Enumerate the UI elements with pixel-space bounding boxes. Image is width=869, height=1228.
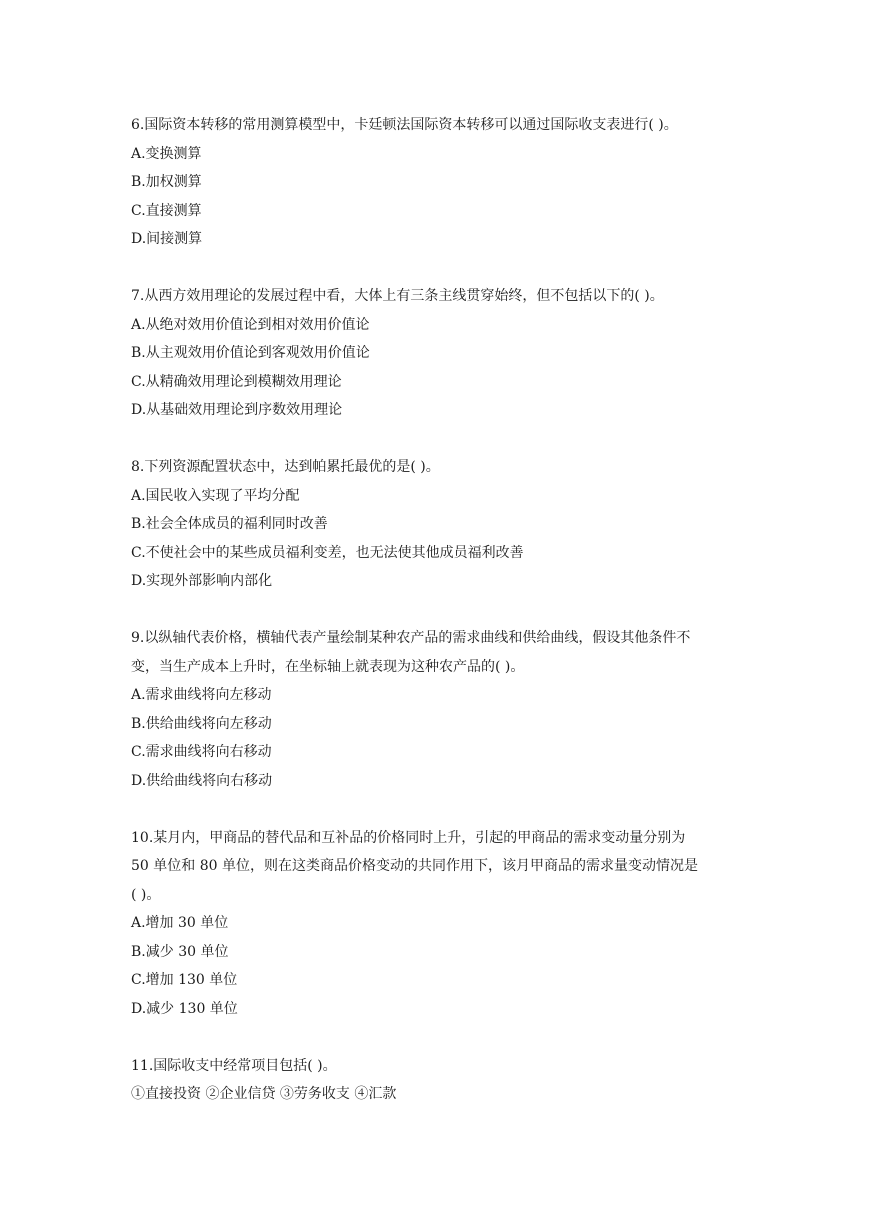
option-c: C.需求曲线将向右移动 bbox=[131, 744, 272, 760]
option-list: ①直接投资 ②企业信贷 ③劳务收支 ④汇款 bbox=[131, 1086, 397, 1102]
question-stem-line-2: 50 单位和 80 单位，则在这类商品价格变动的共同作用下，该月甲商品的需求量变动情况是 bbox=[131, 858, 698, 874]
option-c: C.不使社会中的某些成员福利变差，也无法使其他成员福利改善 bbox=[131, 544, 524, 561]
option-b: B.供给曲线将向左移动 bbox=[131, 715, 272, 732]
question-6 bbox=[131, 111, 743, 254]
question-stem-line-1: 10.某月内，甲商品的替代品和互补品的价格同时上升，引起的甲商品的需求变动量分别为 bbox=[131, 829, 686, 846]
question-stem: 8.下列资源配置状态中，达到帕累托最优的是( )。 bbox=[131, 459, 440, 475]
option-a: A.需求曲线将向左移动 bbox=[131, 687, 272, 703]
question-stem-line-3: ( )。 bbox=[131, 886, 161, 903]
question-10 bbox=[131, 824, 743, 1024]
option-a: A.从绝对效用价值论到相对效用价值论 bbox=[131, 316, 370, 333]
option-b: B.减少 30 单位 bbox=[131, 943, 229, 960]
spacer bbox=[131, 254, 743, 283]
question-8 bbox=[131, 453, 743, 596]
option-d: D.从基础效用理论到序数效用理论 bbox=[131, 402, 343, 418]
option-a: A.国民收入实现了平均分配 bbox=[131, 487, 300, 504]
question-stem: 11.国际收支中经常项目包括( )。 bbox=[131, 1057, 337, 1074]
option-a: A.增加 30 单位 bbox=[131, 915, 229, 931]
option-b: B.社会全体成员的福利同时改善 bbox=[131, 516, 328, 532]
question-stem: 6.国际资本转移的常用测算模型中，卡廷顿法国际资本转移可以通过国际收支表进行( )。 bbox=[131, 117, 678, 133]
option-d: D.间接测算 bbox=[131, 231, 203, 247]
option-b: B.加权测算 bbox=[131, 174, 202, 190]
option-c: C.从精确效用理论到模糊效用理论 bbox=[131, 373, 342, 390]
option-d: D.实现外部影响内部化 bbox=[131, 573, 273, 589]
question-stem-line-2: 变，当生产成本上升时，在坐标轴上就表现为这种农产品的( )。 bbox=[131, 658, 525, 675]
spacer bbox=[131, 596, 743, 625]
question-7 bbox=[131, 282, 743, 425]
option-a: A.变换测算 bbox=[131, 145, 202, 162]
spacer bbox=[131, 425, 743, 454]
question-9 bbox=[131, 624, 743, 795]
question-11 bbox=[131, 1052, 743, 1109]
option-c: C.增加 130 单位 bbox=[131, 972, 238, 988]
spacer bbox=[131, 1023, 743, 1052]
option-c: C.直接测算 bbox=[131, 202, 202, 219]
option-d: D.减少 130 单位 bbox=[131, 1000, 238, 1017]
question-stem: 7.从西方效用理论的发展过程中看，大体上有三条主线贯穿始终，但不包括以下的( )。 bbox=[131, 288, 664, 304]
option-b: B.从主观效用价值论到客观效用价值论 bbox=[131, 345, 370, 361]
spacer bbox=[131, 795, 743, 824]
question-stem-line-1: 9.以纵轴代表价格，横轴代表产量绘制某种农产品的需求曲线和供给曲线，假设其他条件不 bbox=[131, 630, 691, 646]
document-page bbox=[131, 111, 743, 1109]
option-d: D.供给曲线将向右移动 bbox=[131, 772, 273, 789]
